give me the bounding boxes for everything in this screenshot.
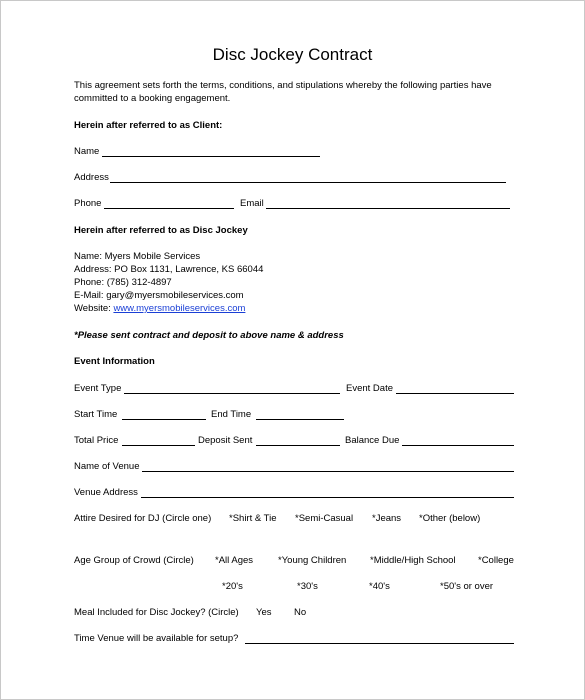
client-email-field[interactable] <box>266 208 510 209</box>
age-option-middle-high[interactable]: *Middle/High School <box>370 555 456 566</box>
client-name-field[interactable] <box>102 156 320 157</box>
age-option-all-ages[interactable]: *All Ages <box>215 555 254 566</box>
attire-option-semi-casual[interactable]: *Semi-Casual <box>295 513 354 524</box>
total-price-field[interactable] <box>122 445 195 446</box>
setup-time-field[interactable] <box>245 643 514 644</box>
venue-name-field[interactable] <box>142 471 514 472</box>
age-option-young-children[interactable]: *Young Children <box>278 555 347 566</box>
event-date-label: Event Date <box>346 383 393 394</box>
start-time-field[interactable] <box>122 419 206 420</box>
client-address-field[interactable] <box>110 182 506 183</box>
dj-website-row <box>74 303 245 315</box>
deposit-sent-label: Deposit Sent <box>198 435 253 446</box>
client-address-label: Address <box>74 172 109 183</box>
client-email-label: Email <box>240 198 264 209</box>
setup-time-label: Time Venue will be available for setup? <box>74 633 239 644</box>
meal-option-yes[interactable]: Yes <box>256 607 272 618</box>
balance-due-field[interactable] <box>402 445 514 446</box>
meal-option-no[interactable]: No <box>294 607 307 618</box>
age-option-20s[interactable]: *20's <box>222 581 243 592</box>
client-phone-label: Phone <box>74 198 102 209</box>
age-option-50s-or-over[interactable]: *50's or over <box>440 581 494 592</box>
age-option-40s[interactable]: *40's <box>369 581 390 592</box>
event-type-label: Event Type <box>74 383 122 394</box>
event-heading: Event Information <box>74 356 155 367</box>
attire-option-other[interactable]: *Other (below) <box>419 513 481 524</box>
event-date-field[interactable] <box>396 393 514 394</box>
intro-line-2: committed to a booking engagement. <box>74 93 231 104</box>
dj-phone: Phone: (785) 312-4897 <box>74 277 172 288</box>
venue-address-label: Venue Address <box>74 487 138 498</box>
balance-due-label: Balance Due <box>345 435 400 446</box>
dj-website-label: Website: <box>74 303 114 314</box>
client-heading: Herein after referred to as Client: <box>74 120 223 131</box>
dj-address: Address: PO Box 1131, Lawrence, KS 66044 <box>74 264 264 275</box>
intro-line-1: This agreement sets forth the terms, conditions, and stipulations whereby the following parties have <box>74 80 492 91</box>
dj-heading: Herein after referred to as Disc Jockey <box>74 225 248 236</box>
event-type-field[interactable] <box>124 393 340 394</box>
dj-website-link[interactable]: www.myersmobileservices.com <box>113 303 246 314</box>
end-time-label: End Time <box>211 409 252 420</box>
meal-label: Meal Included for Disc Jockey? (Circle) <box>74 607 239 618</box>
age-group-label: Age Group of Crowd (Circle) <box>74 555 194 566</box>
dj-name: Name: Myers Mobile Services <box>74 251 201 262</box>
age-option-30s[interactable]: *30's <box>297 581 318 592</box>
client-phone-field[interactable] <box>104 208 234 209</box>
start-time-label: Start Time <box>74 409 118 420</box>
age-option-college[interactable]: *College <box>478 555 514 566</box>
attire-label: Attire Desired for DJ (Circle one) <box>74 513 212 524</box>
document-title: Disc Jockey Contract <box>212 45 373 64</box>
venue-address-field[interactable] <box>141 497 514 498</box>
attire-option-shirt-tie[interactable]: *Shirt & Tie <box>229 513 277 524</box>
attire-option-jeans[interactable]: *Jeans <box>372 513 402 524</box>
total-price-label: Total Price <box>74 435 119 446</box>
client-name-label: Name <box>74 146 100 157</box>
dj-email: E-Mail: gary@myersmobileservices.com <box>74 290 244 301</box>
end-time-field[interactable] <box>256 419 344 420</box>
venue-name-label: Name of Venue <box>74 461 140 472</box>
contract-note: *Please sent contract and deposit to above name & address <box>74 330 344 341</box>
deposit-sent-field[interactable] <box>256 445 340 446</box>
